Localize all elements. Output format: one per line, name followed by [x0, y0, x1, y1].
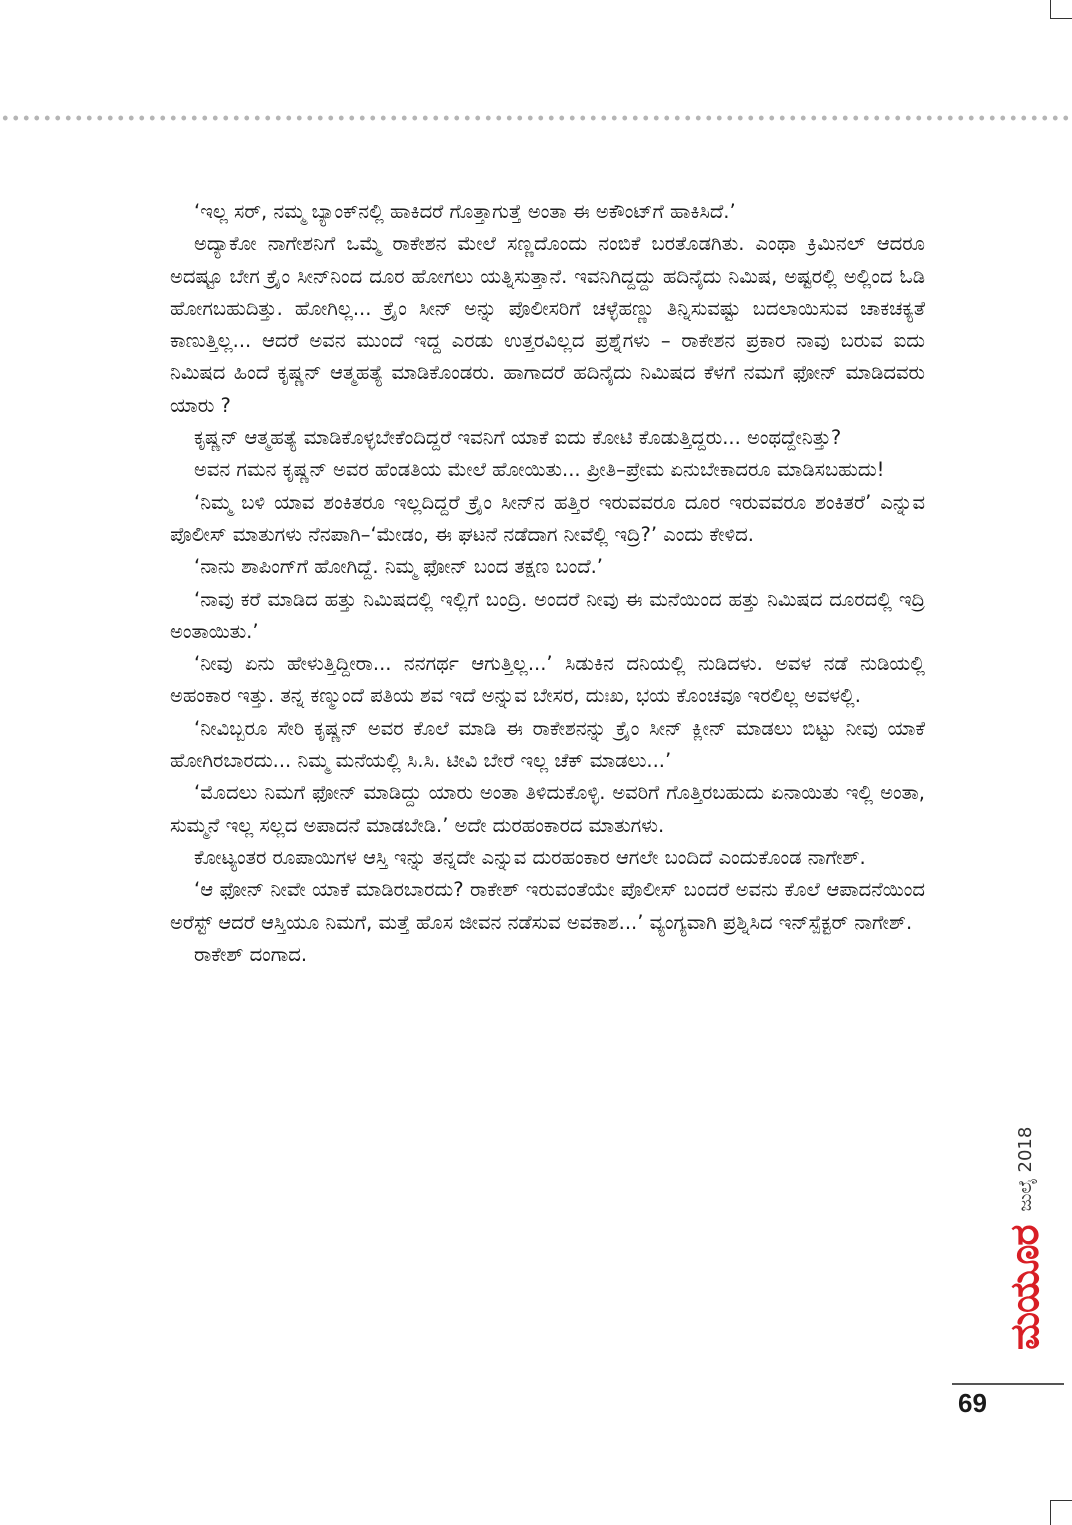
paragraph: ‘ನಾನು ಶಾಪಿಂಗ್‌ಗೆ ಹೋಗಿದ್ದೆ. ನಿಮ್ಮ ಫೋನ್ ಬಂದ ತಕ್ಷಣ ಬಂದೆ.’ [194, 555, 604, 579]
magazine-side-label [950, 1110, 1048, 1380]
paragraph: ‘ಇಲ್ಲ ಸರ್, ನಮ್ಮ ಬ್ಯಾಂಕ್‌ನಲ್ಲಿ ಹಾಕಿದರೆ ಗೊತ್ತಾಗುತ್ತೆ ಅಂತಾ ಈ ಅಕೌಂಟ್‌ಗೆ ಹಾಕಿಸಿದೆ.’ [194, 200, 736, 223]
dotted-divider [0, 115, 1072, 121]
crop-mark-top [1050, 0, 1051, 18]
paragraph: ‘ನಿಮ್ಮ ಬಳಿ ಯಾವ ಶಂಕಿತರೂ ಇಲ್ಲದಿದ್ದರೆ ಕ್ರೈಂ ಸೀನ್‌ನ ಹತ್ತಿರ ಇರುವವರೂ ದೂರ ಇರುವವರೂ ಶಂಕಿತರೆ’ ಎನ್ನುವ ಪೊಲೀಸ್ ಮಾತುಗಳು ನೆನಪಾಗಿ–‘ಮೇಡಂ, ಈ ಘಟನೆ ನಡೆದಾಗ ನೀವೆಲ್ಲಿ ಇದ್ರಿ?’ ಎಂದು ಕೇಳಿದ. [170, 490, 925, 546]
paragraph: ‘ಆ ಫೋನ್ ನೀವೇ ಯಾಕೆ ಮಾಡಿರಬಾರದು? ರಾಕೇಶ್ ಇರುವಂತೆಯೇ ಪೊಲೀಸ್ ಬಂದರೆ ಅವನು ಕೊಲೆ ಆಪಾದನೆಯಿಂದ ಅರೆಸ್ಟ್ ಆದರೆ ಆಸ್ತಿಯೂ ನಿಮಗೆ, ಮತ್ತೆ ಹೊಸ ಜೀವನ ನಡೆಸುವ ಅವಕಾಶ...’ ವ್ಯಂಗ್ಯವಾಗಿ ಪ್ರಶ್ನಿಸಿದ ಇನ್‌ಸ್ಪೆಕ್ಟರ್ ನಾಗೇಶ್. [170, 878, 925, 934]
paragraph: ಅದ್ಯಾಕೋ ನಾಗೇಶನಿಗೆ ಒಮ್ಮೆ ರಾಕೇಶನ ಮೇಲೆ ಸಣ್ಣದೊಂದು ನಂಬಿಕೆ ಬರತೊಡಗಿತು. ಎಂಥಾ ಕ್ರಿಮಿನಲ್ ಆದರೂ ಅದಷ್ಟೂ ಬೇಗ ಕ್ರೈಂ ಸೀನ್‌ನಿಂದ ದೂರ ಹೋಗಲು ಯತ್ನಿಸುತ್ತಾನೆ. ಇವನಿಗಿದ್ದದ್ದು ಹದಿನೈದು ನಿಮಿಷ, ಅಷ್ಟರಲ್ಲಿ ಅಲ್ಲಿಂದ ಓಡಿ ಹೋಗಬಹುದಿತ್ತು. ಹೋಗಿಲ್ಲ... ಕ್ರೈಂ ಸೀನ್ ಅನ್ನು ಪೊಲೀಸರಿಗೆ ಚಳ್ಳೆಹಣ್ಣು ತಿನ್ನಿಸುವಷ್ಟು ಬದಲಾಯಿಸುವ ಚಾಕಚಕ್ಯತೆ ಕಾಣುತ್ತಿಲ್ಲ... ಆದರೆ ಅವನ ಮುಂದೆ ಇದ್ದ ಎರಡು ಉತ್ತರವಿಲ್ಲದ ಪ್ರಶ್ನೆಗಳು – ರಾಕೇಶನ ಪ್ರಕಾರ ನಾವು ಬರುವ ಐದು ನಿಮಿಷದ ಹಿಂದೆ ಕೃಷ್ಣನ್ ಆತ್ಮಹತ್ಯೆ ಮಾಡಿಕೊಂಡರು. ಹಾಗಾದರೆ ಹದಿನೈದು ನಿಮಿಷದ ಕೆಳಗೆ ನಮಗೆ ಫೋನ್ ಮಾಡಿದವರು ಯಾರು ? [170, 232, 925, 417]
crop-mark-bottom [1050, 1500, 1051, 1525]
issue-date: ಜುಲೈ 2018 [1014, 1126, 1036, 1212]
paragraph: ರಾಕೇಶ್ ದಂಗಾದ. [194, 942, 308, 966]
paragraph: ‘ನಾವು ಕರೆ ಮಾಡಿದ ಹತ್ತು ನಿಮಿಷದಲ್ಲಿ ಇಲ್ಲಿಗೆ ಬಂದ್ರಿ. ಅಂದರೆ ನೀವು ಈ ಮನೆಯಿಂದ ಹತ್ತು ನಿಮಿಷದ ದೂರದಲ್ಲಿ ಇದ್ರಿ ಅಂತಾಯಿತು.’ [170, 587, 925, 643]
paragraph: ‘ನೀವಿಬ್ಬರೂ ಸೇರಿ ಕೃಷ್ಣನ್ ಅವರ ಕೊಲೆ ಮಾಡಿ ಈ ರಾಕೇಶನನ್ನು ಕ್ರೈಂ ಸೀನ್ ಕ್ಲೀನ್ ಮಾಡಲು ಬಿಟ್ಟು ನೀವು ಯಾಕೆ ಹೋಗಿರಬಾರದು... ನಿಮ್ಮ ಮನೆಯಲ್ಲಿ ಸಿ.ಸಿ. ಟೀವಿ ಬೇರೆ ಇಲ್ಲ ಚೆಕ್ ಮಾಡಲು...’ [170, 716, 925, 773]
paragraph: ಕೃಷ್ಣನ್ ಆತ್ಮಹತ್ಯೆ ಮಾಡಿಕೊಳ್ಳಬೇಕೆಂದಿದ್ದರೆ ಇವನಿಗೆ ಯಾಕೆ ಐದು ಕೋಟಿ ಕೊಡುತ್ತಿದ್ದರು... ಅಂಥದ್ದೇನಿತ್ತು? [194, 426, 842, 450]
crop-mark-bottom-h [1050, 1500, 1072, 1501]
paragraph: ‘ಮೊದಲು ನಿಮಗೆ ಫೋನ್ ಮಾಡಿದ್ದು ಯಾರು ಅಂತಾ ತಿಳಿದುಕೊಳ್ಳಿ. ಅವರಿಗೆ ಗೊತ್ತಿರಬಹುದು ಏನಾಯಿತು ಇಲ್ಲಿ ಅಂತಾ, ಸುಮ್ಮನೆ ಇಲ್ಲ ಸಲ್ಲದ ಅಪಾದನೆ ಮಾಡಬೇಡಿ.’ ಅದೇ ದುರಹಂಕಾರದ ಮಾತುಗಳು. [170, 781, 925, 837]
crop-mark-top-h [1050, 18, 1072, 19]
paragraph: ಕೋಟ್ಯಂತರ ರೂಪಾಯಿಗಳ ಆಸ್ತಿ ಇನ್ನು ತನ್ನದೇ ಎನ್ನುವ ದುರಹಂಕಾರ ಆಗಲೇ ಬಂದಿದೆ ಎಂದುಕೊಂಡ ನಾಗೇಶ್. [194, 845, 866, 869]
page-number-rule [952, 1383, 1064, 1385]
paragraph: ಅವನ ಗಮನ ಕೃಷ್ಣನ್ ಅವರ ಹೆಂಡತಿಯ ಮೇಲೆ ಹೋಯಿತು... ಪ್ರೀತಿ–ಪ್ರೇಮ ಏನುಬೇಕಾದರೂ ಮಾಡಿಸಬಹುದು! [194, 458, 885, 482]
magazine-brand: ಮಯೂರ [1002, 1225, 1048, 1350]
article-body [170, 196, 925, 971]
paragraph: ‘ನೀವು ಏನು ಹೇಳುತ್ತಿದ್ದೀರಾ... ನನಗರ್ಥ ಆಗುತ್ತಿಲ್ಲ...’ ಸಿಡುಕಿನ ದನಿಯಲ್ಲಿ ನುಡಿದಳು. ಅವಳ ನಡೆ ನುಡಿಯಲ್ಲಿ ಅಹಂಕಾರ ಇತ್ತು. ತನ್ನ ಕಣ್ಮುಂದೆ ಪತಿಯ ಶವ ಇದೆ ಅನ್ನುವ ಬೇಸರ, ದುಃಖ, ಭಯ ಕೊಂಚವೂ ಇರಲಿಲ್ಲ ಅವಳಲ್ಲಿ. [170, 652, 925, 708]
page-number: 69 [958, 1388, 987, 1418]
